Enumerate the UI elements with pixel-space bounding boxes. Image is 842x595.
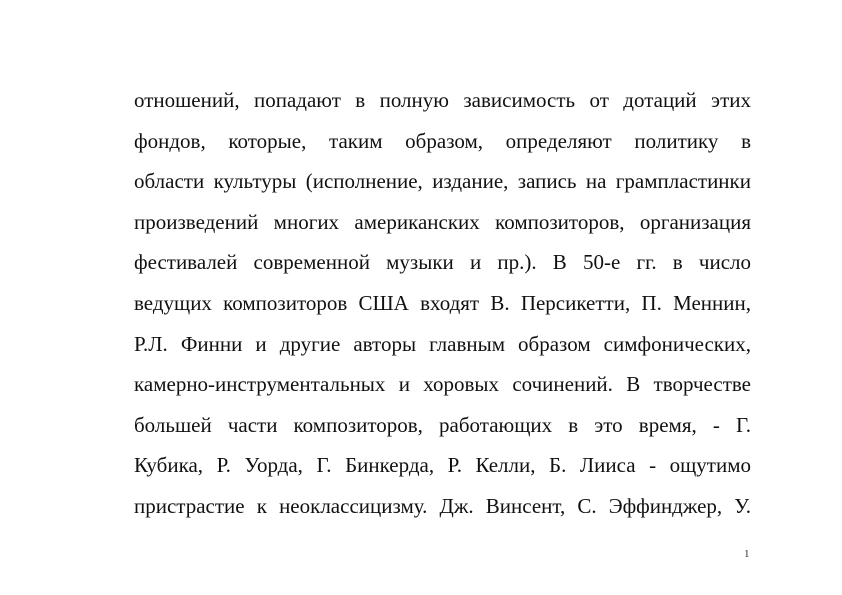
text-line: области культуры (исполнение, издание, запись на грампластинки [134,169,751,194]
text-line: ведущих композиторов США входят В. Персикетти, П. Меннин, [134,290,751,315]
text-line: фестивалей современной музыки и пр.). В 50-е гг. в число [134,250,751,275]
text-line: фондов, которые, таким образом, определяют политику в [134,128,751,153]
page-number: 1 [744,548,750,560]
text-line: Кубика, Р. Уорда, Г. Бинкерда, Р. Келли, Б. Лииса - ощутимо [134,453,751,478]
text-line: произведений многих американских композиторов, организация [134,209,751,234]
text-line: Р.Л. Финни и другие авторы главным образом симфонических, [134,331,751,356]
text-line: отношений, попадают в полную зависимость от дотаций этих [134,88,751,112]
text-line: большей части композиторов, работающих в это время, - Г. [134,412,751,437]
text-line: камерно-инструментальных и хоровых сочинений. В творчестве [134,372,751,397]
body-text [134,84,751,531]
text-line: пристрастие к неоклассицизму. Дж. Винсент, С. Эффинджер, У. [134,493,751,518]
